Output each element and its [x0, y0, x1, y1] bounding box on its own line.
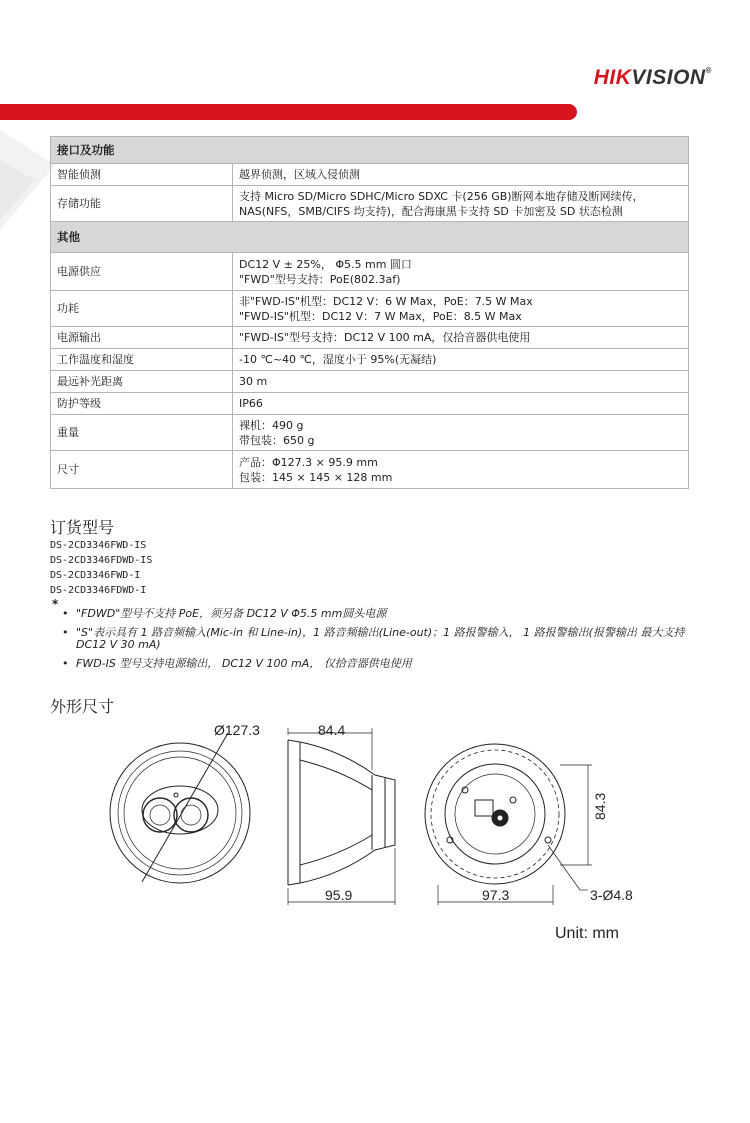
- bullet-icon: •: [62, 607, 69, 620]
- height-label: 95.9: [325, 887, 353, 903]
- spec-label: 重量: [51, 415, 233, 451]
- section-header-other: [51, 222, 689, 253]
- spec-value: "FWD-IS"型号支持：DC12 V 100 mA，仅拾音器供电使用: [233, 327, 689, 349]
- spec-label: 功耗: [51, 291, 233, 327]
- spec-row-power-consumption: [51, 291, 689, 327]
- spec-label: 电源供应: [51, 253, 233, 291]
- model-item: DS-2CD3346FWD-IS: [50, 540, 147, 551]
- spec-label: 智能侦测: [51, 164, 233, 186]
- rear-view-drawing: [425, 744, 592, 905]
- bullet-icon: •: [62, 657, 69, 670]
- note-item: [62, 608, 692, 620]
- spec-row-protection: [51, 393, 689, 415]
- spec-label: 工作温度和湿度: [51, 349, 233, 371]
- spec-value-line: 非"FWD-IS"机型：DC12 V：6 W Max，PoE：7.5 W Max: [239, 294, 533, 308]
- registered-mark: ®: [705, 66, 712, 75]
- depth-label: 84.4: [318, 722, 346, 738]
- header-accent-bar: [0, 104, 577, 120]
- ordering-title: 订货型号: [50, 518, 115, 537]
- spec-value: [233, 186, 689, 222]
- section-header-other-label: 其他: [51, 222, 689, 253]
- note-text: FWD-IS 型号支持电源输出， DC12 V 100 mA， 仅拾音器供电使用: [76, 657, 412, 670]
- section-header-interface-label: 接口及功能: [51, 137, 689, 164]
- bullet-icon: •: [62, 626, 69, 639]
- spec-value: 越界侦测，区域入侵侦测: [233, 164, 689, 186]
- spec-value: -10 ℃~40 ℃，湿度小于 95%(无凝结): [233, 349, 689, 371]
- spec-label: 防护等级: [51, 393, 233, 415]
- note-text: "FDWD"型号不支持 PoE，须另备 DC12 V Φ5.5 mm圆头电源: [76, 607, 387, 620]
- spec-value-line: NAS(NFS，SMB/CIFS 均支持)，配合海康黑卡支持 SD 卡加密及 SD 状态检测: [239, 204, 623, 218]
- spec-value-line: "FWD-IS"机型：DC12 V：7 W Max，PoE：8.5 W Max: [239, 309, 522, 323]
- brand-logo: [594, 66, 712, 90]
- spec-label: 存储功能: [51, 186, 233, 222]
- brand-logo-part1: HIK: [593, 66, 632, 89]
- spec-label: 尺寸: [51, 451, 233, 489]
- spec-row-size: [51, 451, 689, 489]
- dimension-drawing: [0, 710, 750, 960]
- note-text: "S"表示具有 1 路音频输入(Mic-in 和 Line-in)，1 路音频输出(Line-out)；1 路报警输入， 1 路报警输出(报警输出 最大支持 DC12 V 30 mA): [76, 626, 685, 651]
- base-height-label: 84.3: [592, 792, 608, 820]
- model-list: [50, 538, 152, 598]
- note-item: [62, 658, 692, 670]
- section-header-interface: [51, 137, 689, 164]
- spec-value: [233, 253, 689, 291]
- base-width-label: 97.3: [482, 887, 510, 903]
- brand-logo-part2: VISION: [631, 66, 706, 89]
- spec-label: 最远补光距离: [51, 371, 233, 393]
- front-view-drawing: [110, 733, 250, 883]
- spec-value: [233, 415, 689, 451]
- spec-value-line: 带包装：650 g: [239, 433, 315, 447]
- note-item: [62, 627, 692, 651]
- spec-value-line: 裸机：490 g: [239, 418, 304, 432]
- spec-row-power-output: [51, 327, 689, 349]
- spec-row-storage: [51, 186, 689, 222]
- spec-value-line: 支持 Micro SD/Micro SDHC/Micro SDXC 卡(256 GB)断网本地存储及断网续传，: [239, 189, 644, 203]
- model-item: DS-2CD3346FDWD-IS: [50, 555, 153, 566]
- spec-row-ir-distance: [51, 371, 689, 393]
- dimensions-title: 外形尺寸: [50, 697, 115, 716]
- spec-value: [233, 451, 689, 489]
- spec-row-weight: [51, 415, 689, 451]
- notes-asterisk: *: [52, 597, 59, 611]
- spec-value: 30 m: [233, 371, 689, 393]
- spec-row-smart-detection: [51, 164, 689, 186]
- spec-value-line: "FWD"型号支持：PoE(802.3af): [239, 272, 401, 286]
- spec-table: [50, 136, 689, 489]
- spec-value-line: 产品：Φ127.3 × 95.9 mm: [239, 455, 378, 469]
- spec-value-line: 包装：145 × 145 × 128 mm: [239, 470, 393, 484]
- side-view-drawing: [288, 728, 395, 905]
- spec-row-environment: [51, 349, 689, 371]
- diameter-label: Ø127.3: [214, 722, 260, 738]
- unit-label: Unit: mm: [555, 925, 619, 942]
- spec-row-power-supply: [51, 253, 689, 291]
- spec-label: 电源输出: [51, 327, 233, 349]
- spec-value: IP66: [233, 393, 689, 415]
- model-item: DS-2CD3346FWD-I: [50, 570, 141, 581]
- spec-value-line: DC12 V ± 25%， Φ5.5 mm 圆口: [239, 257, 412, 271]
- model-item: DS-2CD3346FDWD-I: [50, 585, 147, 596]
- spec-value: [233, 291, 689, 327]
- notes-list: [62, 608, 692, 677]
- holes-label: 3-Ø4.8: [590, 887, 633, 903]
